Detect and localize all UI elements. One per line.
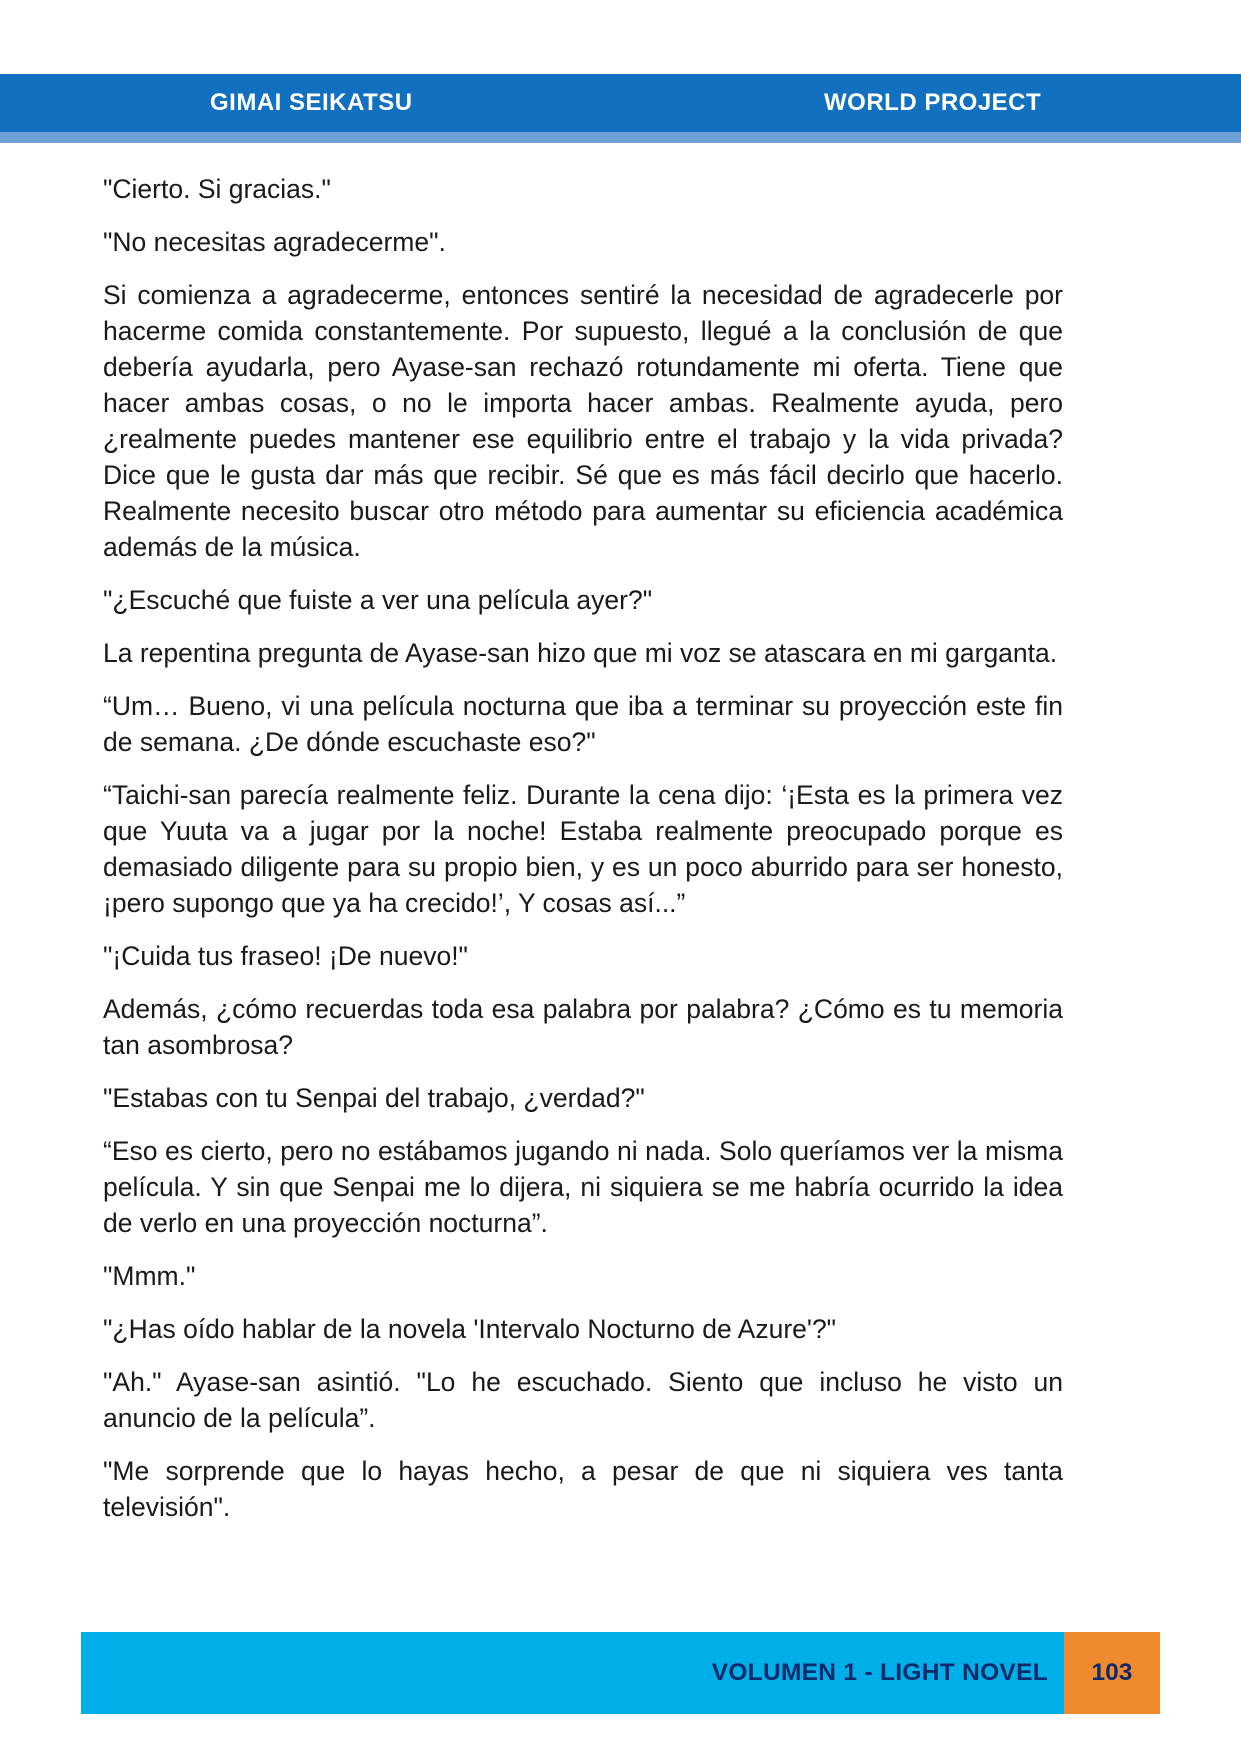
paragraph: "Cierto. Si gracias."	[103, 174, 331, 204]
paragraph: La repentina pregunta de Ayase-san hizo que mi voz se atascara en mi garganta.	[103, 638, 1058, 668]
paragraph: “Eso es cierto, pero no estábamos jugando ni nada. Solo queríamos ver la misma película. Y sin que Senpai me lo dijera, ni siquiera se me habría ocurrido la idea de verlo en una proyección nocturna”.	[103, 1136, 1063, 1238]
paragraph: “Taichi-san parecía realmente feliz. Durante la cena dijo: ‘¡Esta es la primera vez que Yuuta va a jugar por la noche! Estaba realmente preocupado porque es demasiado diligente para su propio bien, y es un poco aburrido para ser honesto, ¡pero supongo que ya ha crecido!’, Y cosas así...”	[103, 780, 1063, 918]
page-body	[103, 171, 1063, 1542]
paragraph: "¿Has oído hablar de la novela 'Intervalo Nocturno de Azure'?"	[103, 1314, 837, 1344]
paragraph: "No necesitas agradecerme".	[103, 227, 446, 257]
paragraph: "Estabas con tu Senpai del trabajo, ¿verdad?"	[103, 1083, 645, 1113]
paragraph: "¿Escuché que fuiste a ver una película ayer?"	[103, 585, 653, 615]
paragraph: "¡Cuida tus fraseo! ¡De nuevo!"	[103, 941, 468, 971]
paragraph: "Me sorprende que lo hayas hecho, a pesar de que ni siquiera ves tanta televisión".	[103, 1456, 1063, 1522]
paragraph: Si comienza a agradecerme, entonces sentiré la necesidad de agradecerle por hacerme comida constantemente. Por supuesto, llegué a la conclusión de que debería ayudarla, pero Ayase-san rechazó rotundamente mi oferta. Tiene que hacer ambas cosas, o no le importa hacer ambas. Realmente ayuda, pero ¿realmente puedes mantener ese equilibrio entre el trabajo y la vida privada? Dice que le gusta dar más que recibir. Sé que es más fácil decirlo que hacerlo. Realmente necesito buscar otro método para aumentar su eficiencia académica además de la música.	[103, 280, 1063, 562]
footer-volume-label: VOLUMEN 1 - LIGHT NOVEL	[711, 1659, 1048, 1686]
paragraph: Además, ¿cómo recuerdas toda esa palabra por palabra? ¿Cómo es tu memoria tan asombrosa?	[103, 994, 1063, 1060]
paragraph: “Um… Bueno, vi una película nocturna que iba a terminar su proyección este fin de semana. ¿De dónde escuchaste eso?"	[103, 691, 1063, 757]
page-number: 103	[1091, 1659, 1133, 1686]
header-series-title: GIMAI SEIKATSU	[210, 89, 413, 116]
footer-bar	[81, 1632, 1064, 1714]
header-bar	[0, 74, 1241, 132]
paragraph: "Mmm."	[103, 1261, 196, 1291]
header-stripe	[0, 132, 1241, 143]
header-publisher-title: WORLD PROJECT	[824, 89, 1042, 116]
paragraph: "Ah." Ayase-san asintió. "Lo he escuchado. Siento que incluso he visto un anuncio de la película”.	[103, 1367, 1063, 1433]
page-number-box	[1064, 1632, 1160, 1714]
